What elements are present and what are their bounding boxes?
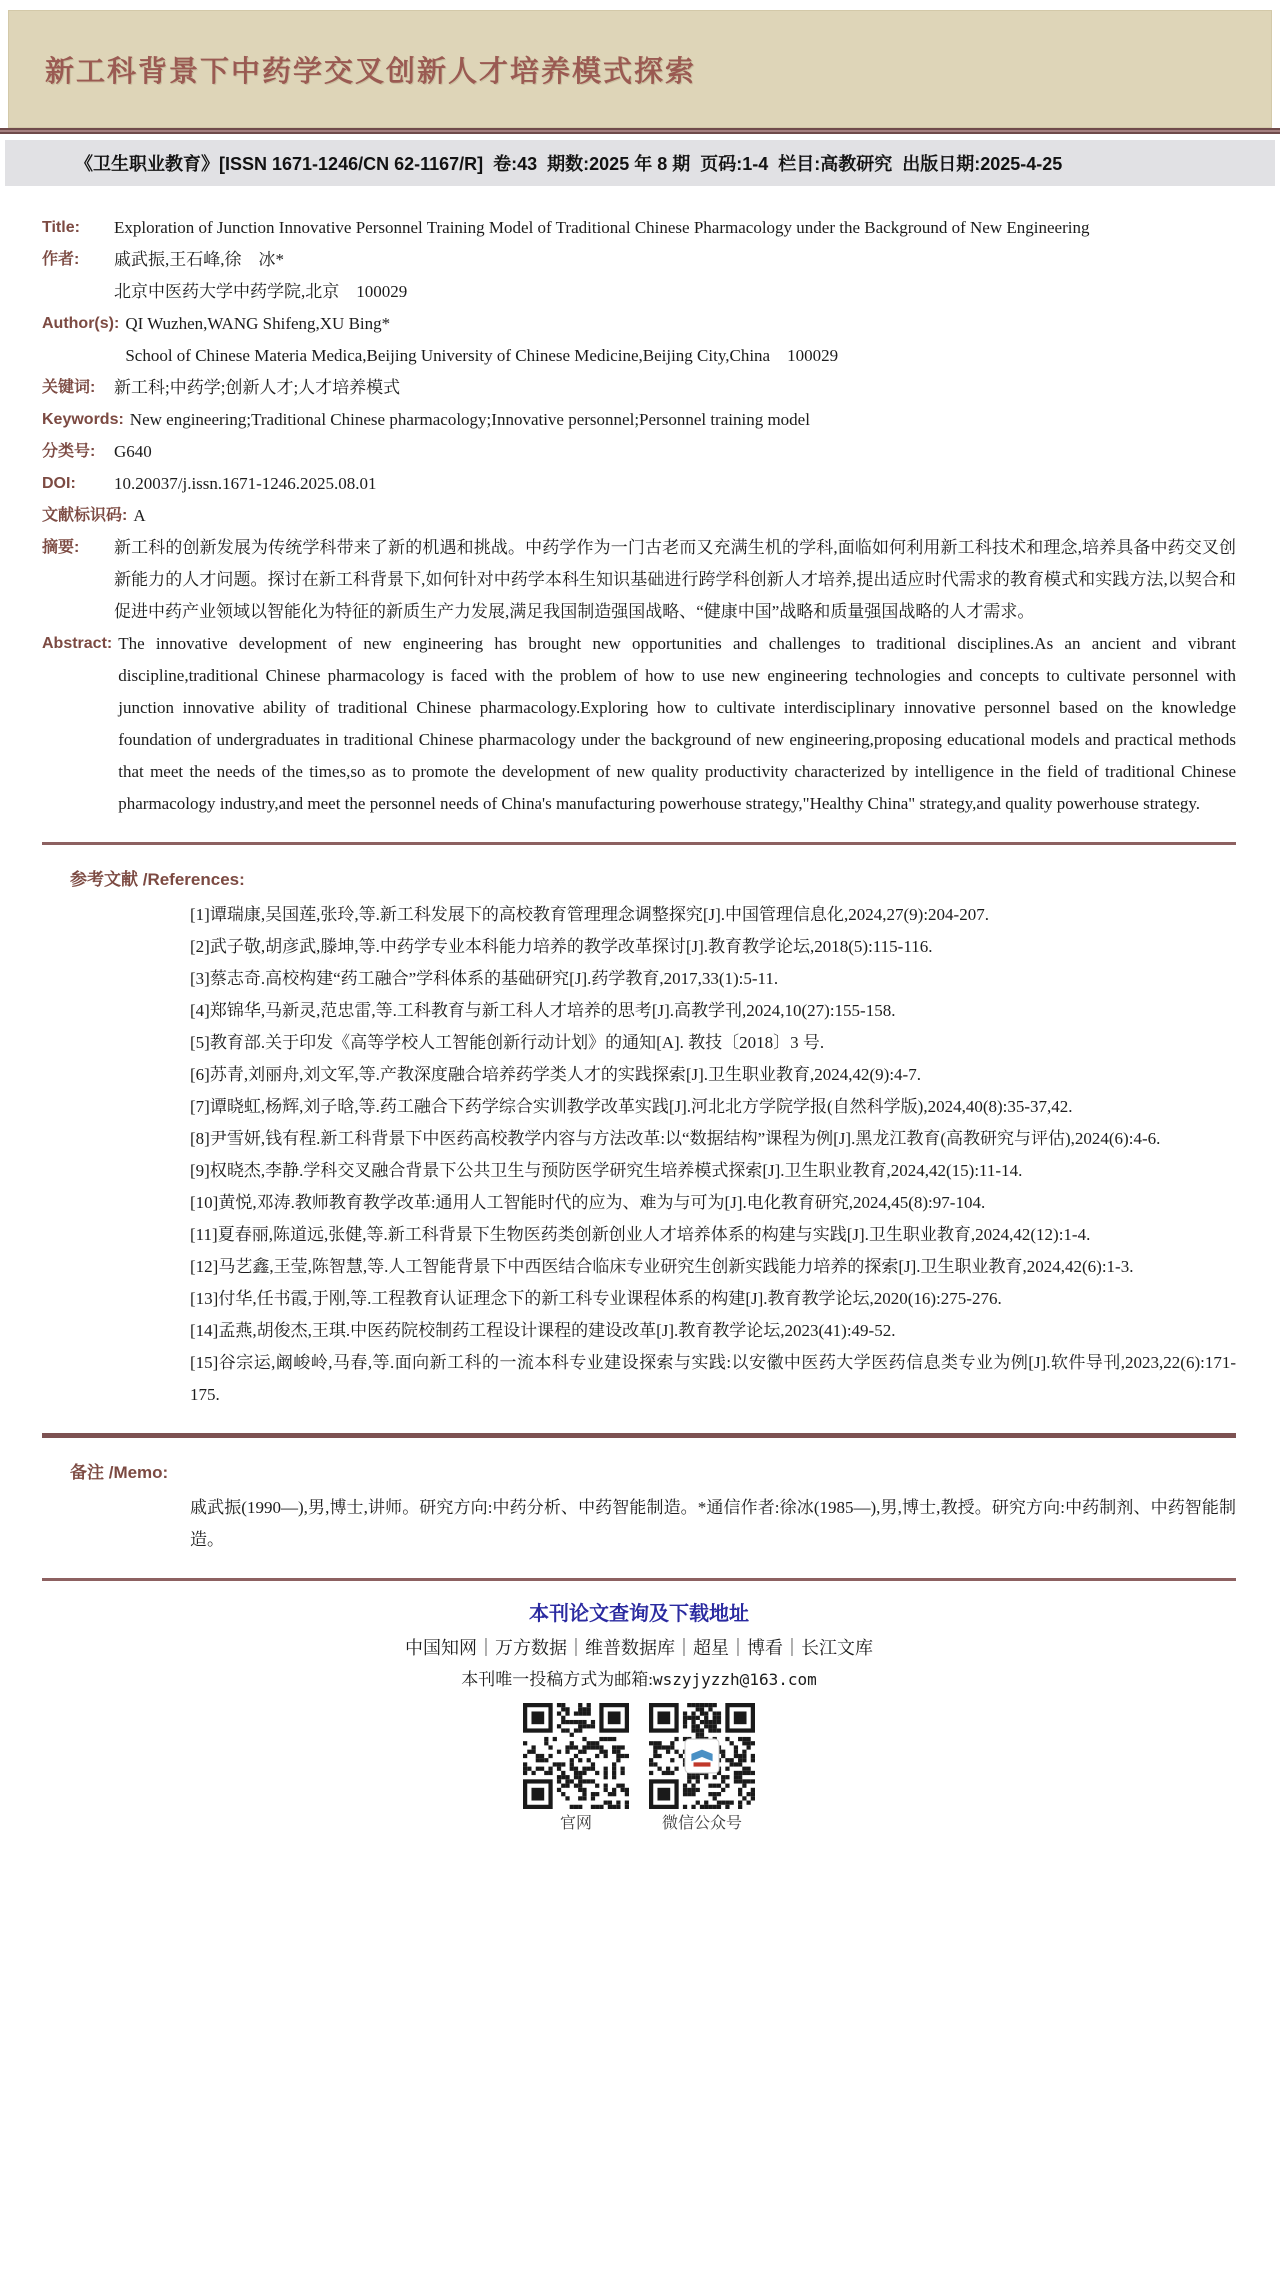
meta-label: Title:: [42, 219, 80, 236]
header-separator-band: [0, 128, 1280, 135]
meta-value-line: Exploration of Junction Innovative Personnel Training Model of Traditional Chinese Pharmacology under the Background of New Engineering: [114, 218, 1090, 237]
meta-row-document-code: [42, 500, 1236, 532]
references-heading: 参考文献 /References:: [70, 870, 245, 889]
reference-item: [7]谭晓虹,杨辉,刘子晗,等.药工融合下药学综合实训教学改革实践[J].河北北方学院学报(自然科学版),2024,40(8):35-37,42.: [190, 1097, 1073, 1116]
meta-value-line: QI Wuzhen,WANG Shifeng,XU Bing*: [125, 314, 391, 333]
reference-item: [6]苏青,刘丽舟,刘文军,等.产教深度融合培养药学类人才的实践探索[J].卫生职业教育,2024,42(9):4-7.: [190, 1065, 921, 1084]
memo-body: 戚武振(1990—),男,博士,讲师。研究方向:中药分析、中药智能制造。*通信作者:徐冰(1985—),男,博士,教授。研究方向:中药制剂、中药智能制造。: [190, 1498, 1236, 1549]
meta-value-line: 10.20037/j.issn.1671-1246.2025.08.01: [114, 474, 377, 493]
journal-footer: [42, 1597, 1236, 1837]
meta-label: 文献标识码:: [42, 507, 128, 524]
meta-value-line: School of Chinese Materia Medica,Beijing University of Chinese Medicine,Beijing City,China 100029: [125, 346, 839, 365]
reference-item: [4]郑锦华,马新灵,范忠雷,等.工科教育与新工科人才培养的思考[J].高教学刊,2024,10(27):155-158.: [190, 1001, 896, 1020]
footer-email-prefix: 本刊唯一投稿方式为邮箱:: [461, 1670, 653, 1689]
meta-value: [114, 436, 1236, 468]
submission-email: wszyjyzzh@163.com: [652, 1670, 817, 1689]
memo-heading: 备注 /Memo:: [70, 1463, 169, 1482]
reference-item: [11]夏春丽,陈道远,张健,等.新工科背景下生物医药类创新创业人才培养体系的构建与实践[J].卫生职业教育,2024,42(12):1-4.: [190, 1225, 1091, 1244]
qr-code-wechat-icon: [649, 1703, 755, 1809]
meta-value: [133, 500, 1236, 532]
reference-item: [12]马艺鑫,王莹,陈智慧,等.人工智能背景下中西医结合临床专业研究生创新实践能力培养的探索[J].卫生职业教育,2024,42(6):1-3.: [190, 1257, 1134, 1276]
meta-label: Keywords:: [42, 411, 124, 428]
reference-item: [1]谭瑞康,吴国莲,张玲,等.新工科发展下的高校教育管理理念调整探究[J].中国管理信息化,2024,27(9):204-207.: [190, 905, 989, 924]
meta-row-doi: [42, 468, 1236, 500]
meta-value-line: 戚武振,王石峰,徐 冰*: [114, 250, 284, 269]
meta-value: [130, 404, 1236, 436]
qr-caption: 微信公众号: [661, 1815, 742, 1832]
meta-label: 作者:: [42, 251, 80, 268]
reference-item: [14]孟燕,胡俊杰,王琪.中医药院校制药工程设计课程的建设改革[J].教育教学论坛,2023(41):49-52.: [190, 1321, 896, 1340]
footer-title: 本刊论文查询及下载地址: [529, 1603, 749, 1625]
meta-label: 摘要:: [42, 539, 80, 556]
meta-value-line: New engineering;Traditional Chinese pharmacology;Innovative personnel;Personnel training model: [129, 410, 810, 429]
meta-value: [125, 308, 1236, 372]
meta-value: [118, 628, 1236, 820]
meta-label: Author(s):: [42, 315, 120, 332]
meta-label: 关键词:: [42, 379, 96, 396]
qr-code-website: [523, 1703, 629, 1837]
journal-info-text: 《卫生职业教育》[ISSN 1671-1246/CN 62-1167/R] 卷:43 期数:2025 年 8 期 页码:1-4 栏目:高教研究 出版日期:2025-4-25: [75, 154, 1063, 174]
article-metadata: [0, 186, 1280, 1837]
meta-value-line: 新工科;中药学;创新人才;人才培养模式: [114, 378, 401, 397]
meta-row-keywords-en: [42, 404, 1236, 436]
reference-item: [9]权晓杰,李静.学科交叉融合背景下公共卫生与预防医学研究生培养模式探索[J].卫生职业教育,2024,42(15):11-14.: [190, 1161, 1023, 1180]
footer-submission-line: [42, 1665, 1236, 1695]
qr-caption: 官网: [559, 1815, 592, 1832]
meta-label: Abstract:: [42, 635, 113, 652]
meta-row-authors-en: [42, 308, 1236, 372]
meta-label: DOI:: [42, 475, 76, 492]
meta-value: [114, 212, 1236, 244]
meta-value-line: 新工科的创新发展为传统学科带来了新的机遇和挑战。中药学作为一门古老而又充满生机的学科,面临如何利用新工科技术和理念,培养具备中药交叉创新能力的人才问题。探讨在新工科背景下,如何针对中药学本科生知识基础进行跨学科创新人才培养,提出适应时代需求的教育模式和实践方法,以契合和促进中药产业领域以智能化为特征的新质生产力发展,满足我国制造强国战略、“健康中国”战略和质量强国战略的人才需求。: [114, 538, 1236, 621]
meta-value-line: The innovative development of new engineering has brought new opportunities and challenges to traditional disciplines.As an ancient and vibrant discipline,traditional Chinese pharmacology is faced with the problem of how to use new engineering technologies and concepts to cultivate personnel with junction innovative ability of traditional Chinese pharmacology.Exploring how to cultivate interdisciplinary innovative personnel based on the knowledge foundation of undergraduates in traditional Chinese pharmacology under the background of new engineering,proposing educational models and practical methods that meet the needs of the times,so as to promote the development of new quality productivity characterized by intelligence in the field of traditional Chinese pharmacology industry,and meet the personnel needs of China's manufacturing powerhouse strategy,"Healthy China" strategy,and quality powerhouse strategy.: [118, 634, 1236, 813]
meta-value: [114, 372, 1236, 404]
reference-item: [3]蔡志奇.高校构建“药工融合”学科体系的基础研究[J].药学教育,2017,33(1):5-11.: [190, 969, 779, 988]
footer-databases: 中国知网｜万方数据｜维普数据库｜超星｜博看｜长江文库: [405, 1638, 873, 1658]
reference-item: [8]尹雪妍,钱有程.新工科背景下中医药高校教学内容与方法改革:以“数据结构”课程为例[J].黑龙江教育(高教研究与评估),2024(6):4-6.: [190, 1129, 1161, 1148]
journal-info-bar: [5, 140, 1275, 186]
meta-value-line: 北京中医药大学中药学院,北京 100029: [114, 282, 408, 301]
reference-item: [10]黄悦,邓涛.教师教育教学改革:通用人工智能时代的应为、难为与可为[J].电化教育研究,2024,45(8):97-104.: [190, 1193, 986, 1212]
section-divider: [42, 1578, 1236, 1581]
meta-row-authors-cn: [42, 244, 1236, 308]
meta-label: 分类号:: [42, 443, 96, 460]
reference-item: [13]付华,任书霞,于刚,等.工程教育认证理念下的新工科专业课程体系的构建[J].教育教学论坛,2020(16):275-276.: [190, 1289, 1002, 1308]
reference-item: [2]武子敬,胡彦武,滕坤,等.中药学专业本科能力培养的教学改革探讨[J].教育教学论坛,2018(5):115-116.: [190, 937, 933, 956]
meta-row-abstract-en: [42, 628, 1236, 820]
meta-row-classification: [42, 436, 1236, 468]
reference-item: [15]谷宗运,阚峻岭,马春,等.面向新工科的一流本科专业建设探索与实践:以安徽中医药大学医药信息类专业为例[J].软件导刊,2023,22(6):171-175.: [190, 1353, 1236, 1404]
qr-code-row: [42, 1703, 1236, 1837]
meta-row-keywords-cn: [42, 372, 1236, 404]
meta-row-abstract-cn: [42, 532, 1236, 628]
meta-value: [114, 244, 1236, 308]
references-list: [42, 899, 1236, 1411]
qr-code-wechat: [649, 1703, 755, 1837]
section-divider: [42, 842, 1236, 845]
meta-value-line: A: [133, 506, 146, 525]
section-divider: [42, 1433, 1236, 1438]
page-header: [8, 10, 1272, 128]
qr-code-website-icon: [523, 1703, 629, 1809]
reference-item: [5]教育部.关于印发《高等学校人工智能创新行动计划》的通知[A]. 教技〔2018〕3 号.: [190, 1033, 825, 1052]
meta-value: [114, 532, 1236, 628]
meta-value: [114, 468, 1236, 500]
meta-row-title: [42, 212, 1236, 244]
article-title: 新工科背景下中药学交叉创新人才培养模式探索: [45, 55, 697, 88]
meta-value-line: G640: [114, 442, 152, 461]
